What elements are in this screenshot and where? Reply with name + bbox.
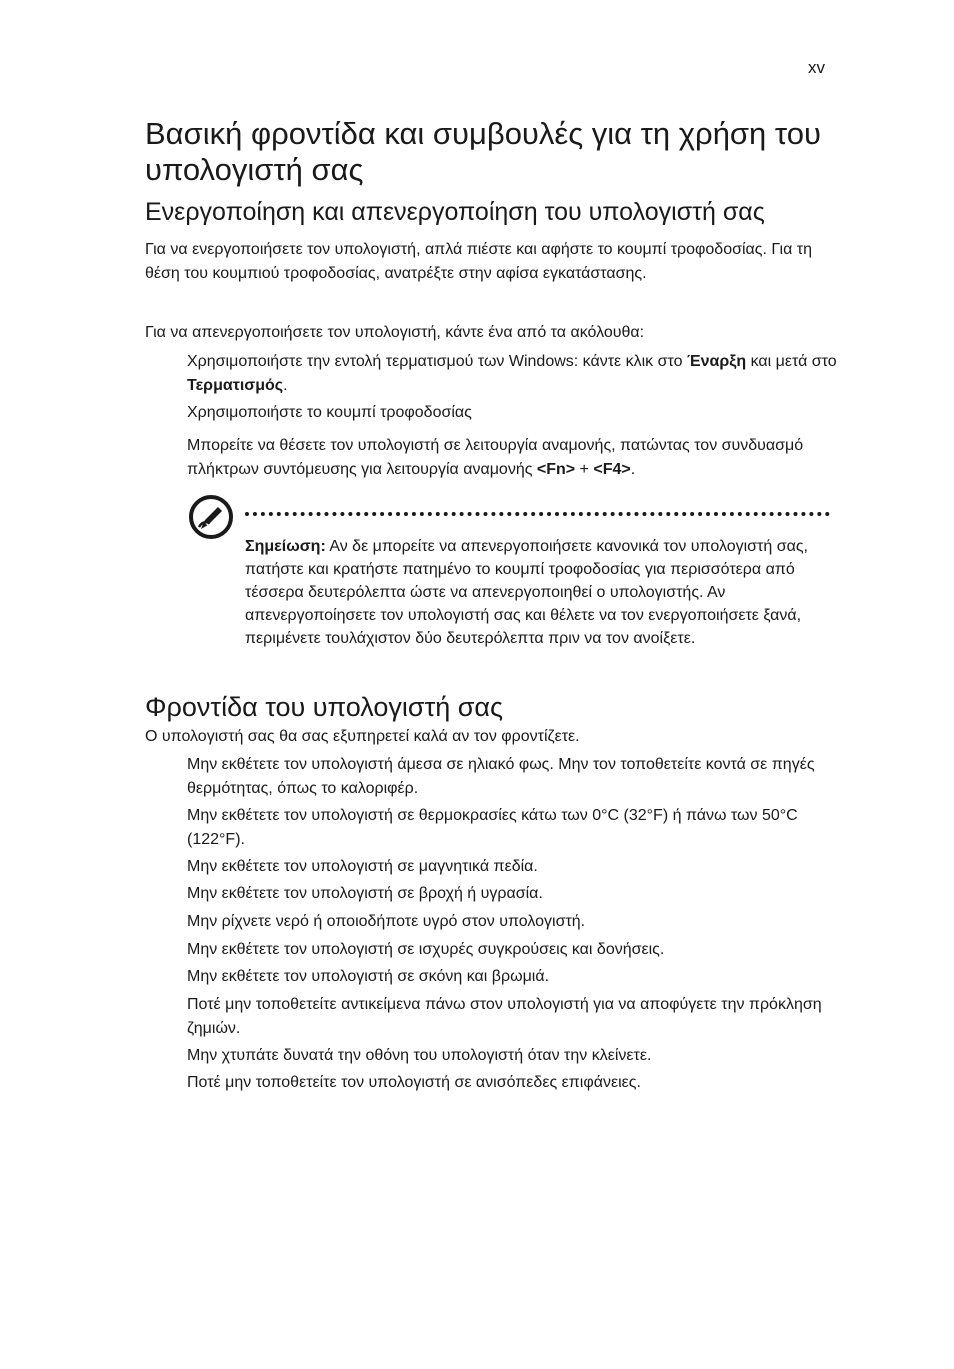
item-text: . <box>283 376 288 394</box>
page-number: xv <box>808 58 825 77</box>
fn-key: <Fn> <box>536 460 576 478</box>
note-label: Σημείωση: <box>245 538 326 555</box>
shutdown-label: Τερματισμός <box>187 376 284 394</box>
item-text: και μετά στο <box>746 353 837 370</box>
list-item: Μην ρίχνετε νερό ή οποιοδήποτε υγρό στον υπολογιστή. <box>187 913 586 930</box>
note-text <box>245 535 830 650</box>
start-label: Έναρξη <box>686 353 747 370</box>
list-item: Μην εκθέτετε τον υπολογιστή σε μαγνητικά πεδία. <box>187 858 538 875</box>
list-item: Μην χτυπάτε δυνατά την οθόνη του υπολογιστή όταν την κλείνετε. <box>187 1047 652 1064</box>
list-item-sleep-hotkey <box>187 434 837 481</box>
list-item: Μην εκθέτετε τον υπολογιστή σε σκόνη και βρωμιά. <box>187 968 550 985</box>
section-heading-power: Ενεργοποίηση και απενεργοποίηση του υπολογιστή σας <box>145 198 765 226</box>
list-item: Ποτέ μην τοποθετείτε τον υπολογιστή σε ανισόπεδες επιφάνειες. <box>187 1074 641 1091</box>
list-item: Ποτέ μην τοποθετείτε αντικείμενα πάνω στον υπολογιστή για να αποφύγετε την πρόκληση ζημιών. <box>187 996 822 1037</box>
item-text: Χρησιμοποιήστε την εντολή τερματισμού των Windows: κάντε κλικ στο <box>187 353 687 370</box>
note-divider <box>245 512 830 516</box>
care-intro: Ο υπολογιστή σας θα σας εξυπηρετεί καλά αν τον φροντίζετε. <box>145 728 580 745</box>
power-off-intro: Για να απενεργοποιήσετε τον υπολογιστή, κάντε ένα από τα ακόλουθα: <box>145 324 645 341</box>
item-text: . <box>630 460 636 478</box>
page-title: Βασική φροντίδα και συμβουλές για τη χρήση του υπολογιστή σας <box>145 116 821 187</box>
item-text: Μπορείτε να θέσετε τον υπολογιστή σε λειτουργία αναμονής, πατώντας τον συνδυασμό πλήκτρων συντόμευσης για λειτουργία αναμονής <box>187 437 804 478</box>
f4-key: <F4> <box>593 460 631 478</box>
list-item-windows-shutdown <box>187 350 837 397</box>
list-item: Μην εκθέτετε τον υπολογιστή σε βροχή ή υγρασία. <box>187 885 543 902</box>
power-on-paragraph: Για να ενεργοποιήσετε τον υπολογιστή, απλά πιέστε και αφήστε το κουμπί τροφοδοσίας. Για τη θέση του κουμπιού τροφοδοσίας, ανατρέξτε στην αφίσα εγκατάστασης. <box>145 241 812 282</box>
note-body: Αν δε μπορείτε να απενεργοποιήσετε κανονικά τον υπολογιστή σας, πατήστε και κρατήστε πατημένο το κουμπί τροφοδοσίας για περισσότερα από τέσσερα δευτερόλεπτα ώστε να απενεργοποιηθεί ο υπολογιστής. Αν απενεργοποίησετε τον υπολογιστή σας και θέλετε να τον ενεργοποιήσετε ξανά, περιμένετε τουλάχιστον δύο δευτερόλεπτα πριν να τον ανοίξετε. <box>245 538 808 647</box>
section-heading-care: Φροντίδα του υπολογιστή σας <box>145 692 504 722</box>
list-item: Μην εκθέτετε τον υπολογιστή σε ισχυρές συγκρούσεις και δονήσεις. <box>187 941 665 958</box>
list-item-power-button: Χρησιμοποιήστε το κουμπί τροφοδοσίας <box>187 404 472 421</box>
list-item: Μην εκθέτετε τον υπολογιστή άμεσα σε ηλιακό φως. Μην τον τοποθετείτε κοντά σε πηγές θερμότητας, όπως το καλοριφέρ. <box>187 756 815 797</box>
plus-sign: + <box>575 460 594 478</box>
note-pen-icon <box>188 494 234 540</box>
list-item: Μην εκθέτετε τον υπολογιστή σε θερμοκρασίες κάτω των 0°C (32°F) ή πάνω των 50°C (122°F). <box>187 807 798 848</box>
